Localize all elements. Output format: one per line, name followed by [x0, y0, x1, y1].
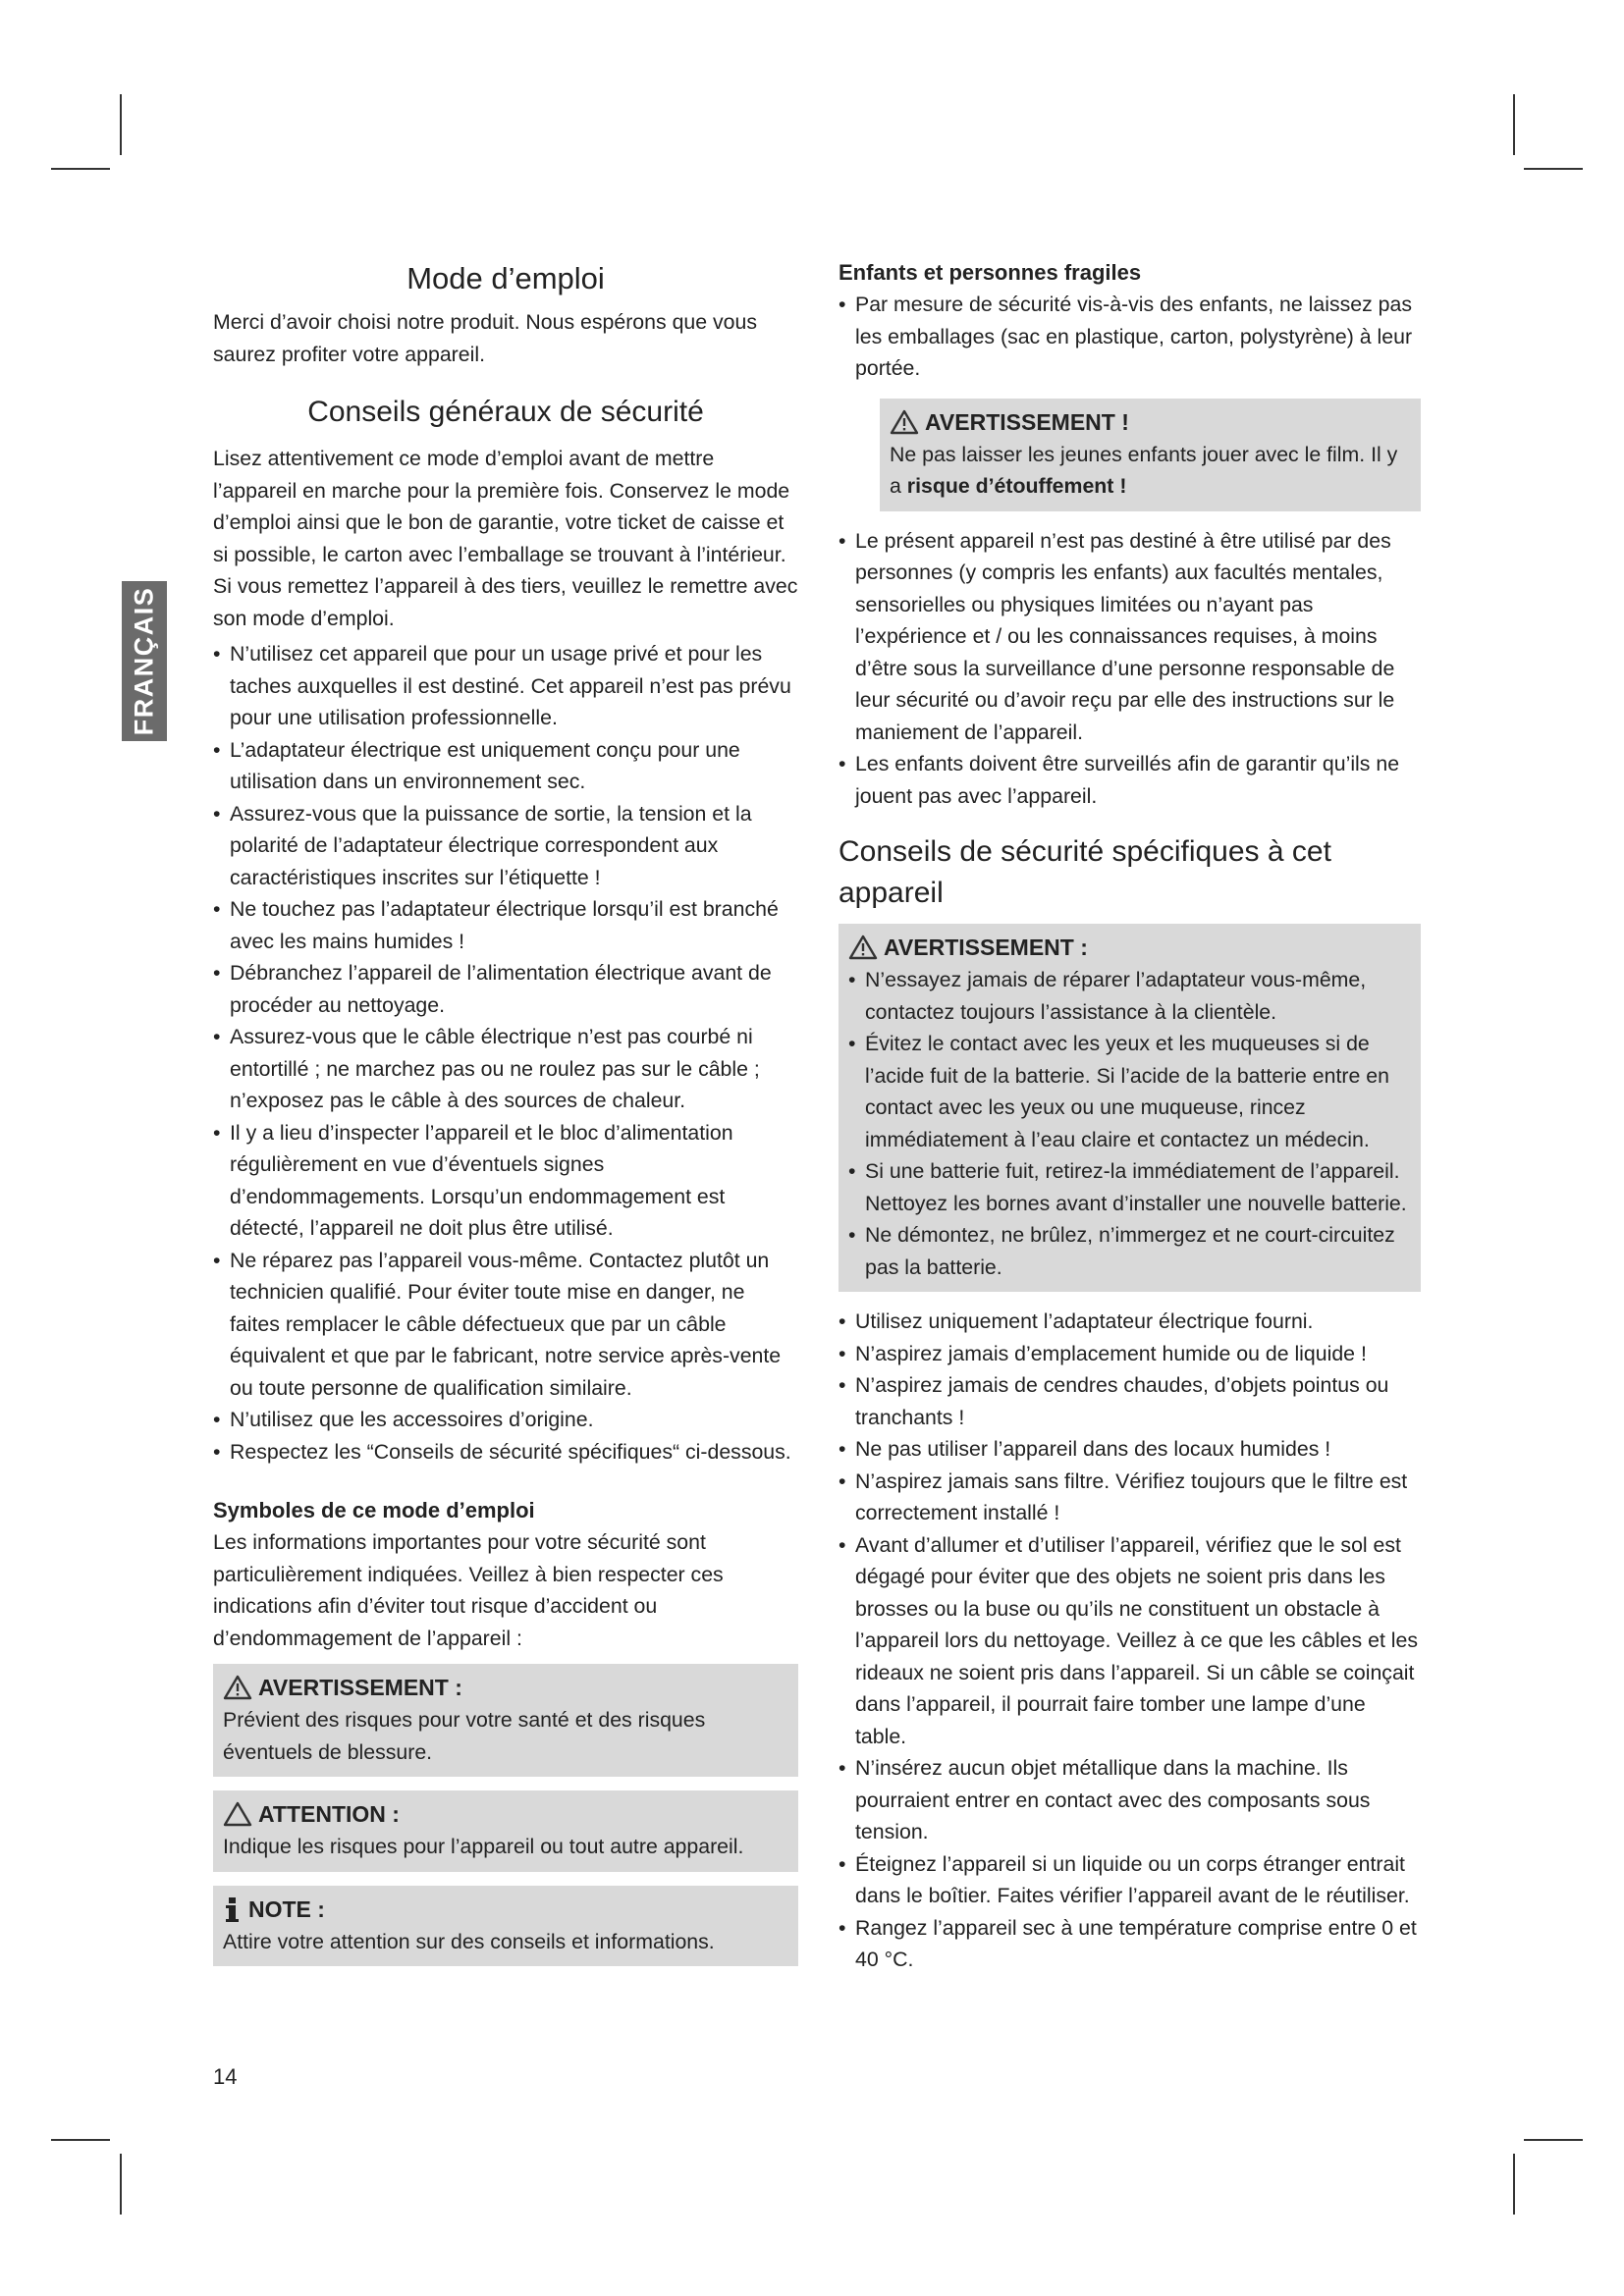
crop-mark — [120, 94, 122, 155]
language-tab-label: FRANÇAIS — [129, 586, 159, 736]
suffocation-warning-text — [890, 439, 1411, 503]
crop-mark — [1524, 168, 1583, 170]
list-item: • Il y a lieu d’inspecter l’appareil et le bloc d’alimentation régulièrement en vue d’éventuels signes d’endommagements. Lorsqu’un endommagement est détecté, l’appareil ne doit plus être utilisé. — [213, 1117, 798, 1245]
list-item: • Évitez le contact avec les yeux et les muqueuses si de l’acide fuit de la batterie. Si l’acide de la batterie entre en contact avec les yeux ou une muqueuse, rincez immédiatement à l’eau claire et contactez un médecin. — [848, 1028, 1411, 1155]
symbols-title: Symboles de ce mode d’emploi — [213, 1498, 535, 1522]
section-title-general-safety: Conseils généraux de sécurité — [307, 396, 704, 428]
list-item: • Par mesure de sécurité vis-à-vis des enfants, ne laissez pas les emballages (sac en plastique, carton, polystyrène) à leur portée. — [839, 289, 1421, 385]
suffocation-warning-bold: risque d’étouffement ! — [906, 474, 1127, 498]
attention-triangle-icon — [223, 1801, 252, 1827]
list-item: • Utilisez uniquement l’adaptateur électrique fourni. — [839, 1306, 1421, 1338]
note-text: Attire votre attention sur des conseils et informations. — [223, 1929, 715, 1953]
list-item: • N’essayez jamais de réparer l’adaptateur vous-même, contactez toujours l’assistance à la clientèle. — [848, 964, 1411, 1028]
language-tab — [122, 581, 167, 741]
general-safety-list — [213, 638, 798, 1468]
section-title-specific-safety: Conseils de sécurité spécifiques à cet appareil — [839, 835, 1331, 909]
list-item: • Rangez l’appareil sec à une température comprise entre 0 et 40 °C. — [839, 1912, 1421, 1976]
specific-warning-box — [839, 924, 1421, 1292]
suffocation-warning-title — [890, 405, 1411, 439]
note-box — [213, 1886, 798, 1967]
page-number: 14 — [213, 2064, 238, 2089]
list-item: • Ne réparez pas l’appareil vous-même. Contactez plutôt un technicien qualifié. Pour éviter toute mise en danger, ne faites remplacer le câble défectueux que par un câble équivalent et que par le fabricant, notre service après-vente ou toute personne de qualification similaire. — [213, 1245, 798, 1405]
children-list-2 — [839, 525, 1421, 813]
page-title: Mode d’emploi — [406, 261, 605, 295]
list-item: • N’insérez aucun objet métallique dans la machine. Ils pourraient entrer en contact avec des composants sous tension. — [839, 1752, 1421, 1848]
list-item: • L’adaptateur électrique est uniquement conçu pour une utilisation dans un environnement sec. — [213, 734, 798, 798]
warning-label: AVERTISSEMENT : — [258, 1675, 462, 1700]
children-list-1 — [839, 289, 1421, 385]
list-item: • Ne démontez, ne brûlez, n’immergez et ne court-circuitez pas la batterie. — [848, 1219, 1411, 1283]
suffocation-warning-label: AVERTISSEMENT ! — [925, 408, 1129, 435]
suffocation-warning-box — [880, 399, 1421, 511]
warning-text: Prévient des risques pour votre santé et des risques éventuels de blessure. — [223, 1708, 706, 1764]
note-label: NOTE : — [248, 1896, 325, 1922]
left-column — [213, 257, 798, 1980]
specific-warning-list — [848, 964, 1411, 1283]
section-intro: Lisez attentivement ce mode d’emploi avant de mettre l’appareil en marche pour la première fois. Conservez le mode d’emploi ainsi que le bon de garantie, votre ticket de caisse et si possible, le carton avec l’emballage se trouvant à l’intérieur. Si vous remettez l’appareil à des tiers, veuillez le remettre avec son mode d’emploi. — [213, 447, 798, 630]
list-item: • N’aspirez jamais sans filtre. Vérifiez toujours que le filtre est correctement installé ! — [839, 1466, 1421, 1529]
warning-triangle-icon — [890, 409, 919, 435]
list-item: • N’aspirez jamais d’emplacement humide ou de liquide ! — [839, 1338, 1421, 1370]
specific-warning-title — [848, 931, 1411, 964]
right-column — [839, 257, 1421, 1976]
info-icon — [223, 1896, 243, 1923]
crop-mark — [120, 2154, 122, 2215]
list-item: • Assurez-vous que la puissance de sortie, la tension et la polarité de l’adaptateur électrique correspondent aux caractéristiques inscrites sur l’étiquette ! — [213, 798, 798, 894]
list-item: • N’aspirez jamais de cendres chaudes, d’objets pointus ou tranchants ! — [839, 1369, 1421, 1433]
list-item: • Les enfants doivent être surveillés afin de garantir qu’ils ne jouent pas avec l’appareil. — [839, 748, 1421, 812]
symbols-intro: Les informations importantes pour votre sécurité sont particulièrement indiquées. Veillez à bien respecter ces indications afin d’éviter tout risque d’accident ou d’endommagement de l’appareil : — [213, 1530, 724, 1650]
list-item: • Éteignez l’appareil si un liquide ou un corps étranger entrait dans le boîtier. Faites vérifier l’appareil avant de le réutiliser. — [839, 1848, 1421, 1912]
list-item: • Assurez-vous que le câble électrique n’est pas courbé ni entortillé ; ne marchez pas ou ne roulez pas sur le câble ; n’exposez pas le câble à des sources de chaleur. — [213, 1021, 798, 1117]
suffocation-warning-plain: Ne pas laisser les jeunes enfants jouer avec le film. Il y a — [890, 442, 1398, 498]
note-box-title — [223, 1893, 788, 1926]
list-item: • Ne touchez pas l’adaptateur électrique lorsqu’il est branché avec les mains humides ! — [213, 893, 798, 957]
list-item: • Si une batterie fuit, retirez-la immédiatement de l’appareil. Nettoyez les bornes avant d’installer une nouvelle batterie. — [848, 1155, 1411, 1219]
crop-mark — [1513, 94, 1515, 155]
specific-safety-list — [839, 1306, 1421, 1976]
crop-mark — [1524, 2139, 1583, 2141]
attention-box — [213, 1790, 798, 1872]
list-item: • Avant d’allumer et d’utiliser l’appareil, vérifiez que le sol est dégagé pour éviter que des objets ne soient pris dans les brosses ou la buse ou qu’ils ne constituent un obstacle à l’appareil lors du nettoyage. Veillez à ce que les câbles et les rideaux ne soient pris dans l’appareil. Si un câble se coinçait dans l’appareil, il pourrait faire tomber une lampe d’une table. — [839, 1529, 1421, 1753]
attention-text: Indique les risques pour l’appareil ou tout autre appareil. — [223, 1835, 744, 1858]
list-item: • Ne pas utiliser l’appareil dans des locaux humides ! — [839, 1433, 1421, 1466]
list-item: • Respectez les “Conseils de sécurité spécifiques“ ci-dessous. — [213, 1436, 798, 1468]
intro-text: Merci d’avoir choisi notre produit. Nous espérons que vous saurez profiter votre appareil. — [213, 310, 757, 366]
attention-box-title — [223, 1797, 788, 1831]
list-item: • Le présent appareil n’est pas destiné à être utilisé par des personnes (y compris les enfants) aux facultés mentales, sensorielles ou physiques limitées ou n’ayant pas l’expérience et / ou les connaissances requises, à moins d’être sous la surveillance d’une personne responsable de leur sécurité ou d’avoir reçu par elle des instructions sur le maniement de l’appareil. — [839, 525, 1421, 749]
list-item: • Débranchez l’appareil de l’alimentation électrique avant de procéder au nettoyage. — [213, 957, 798, 1021]
crop-mark — [1513, 2154, 1515, 2215]
specific-warning-label: AVERTISSEMENT : — [884, 934, 1088, 960]
warning-box — [213, 1664, 798, 1777]
warning-triangle-icon — [223, 1675, 252, 1700]
crop-mark — [51, 168, 110, 170]
crop-mark — [51, 2139, 110, 2141]
warning-triangle-icon — [848, 934, 878, 960]
children-title: Enfants et personnes fragiles — [839, 260, 1142, 285]
list-item: • N’utilisez cet appareil que pour un usage privé et pour les taches auxquelles il est destiné. Cet appareil n’est pas prévu pour une utilisation professionnelle. — [213, 638, 798, 734]
attention-label: ATTENTION : — [258, 1801, 400, 1827]
list-item: • N’utilisez que les accessoires d’origine. — [213, 1404, 798, 1436]
warning-box-title — [223, 1671, 788, 1704]
